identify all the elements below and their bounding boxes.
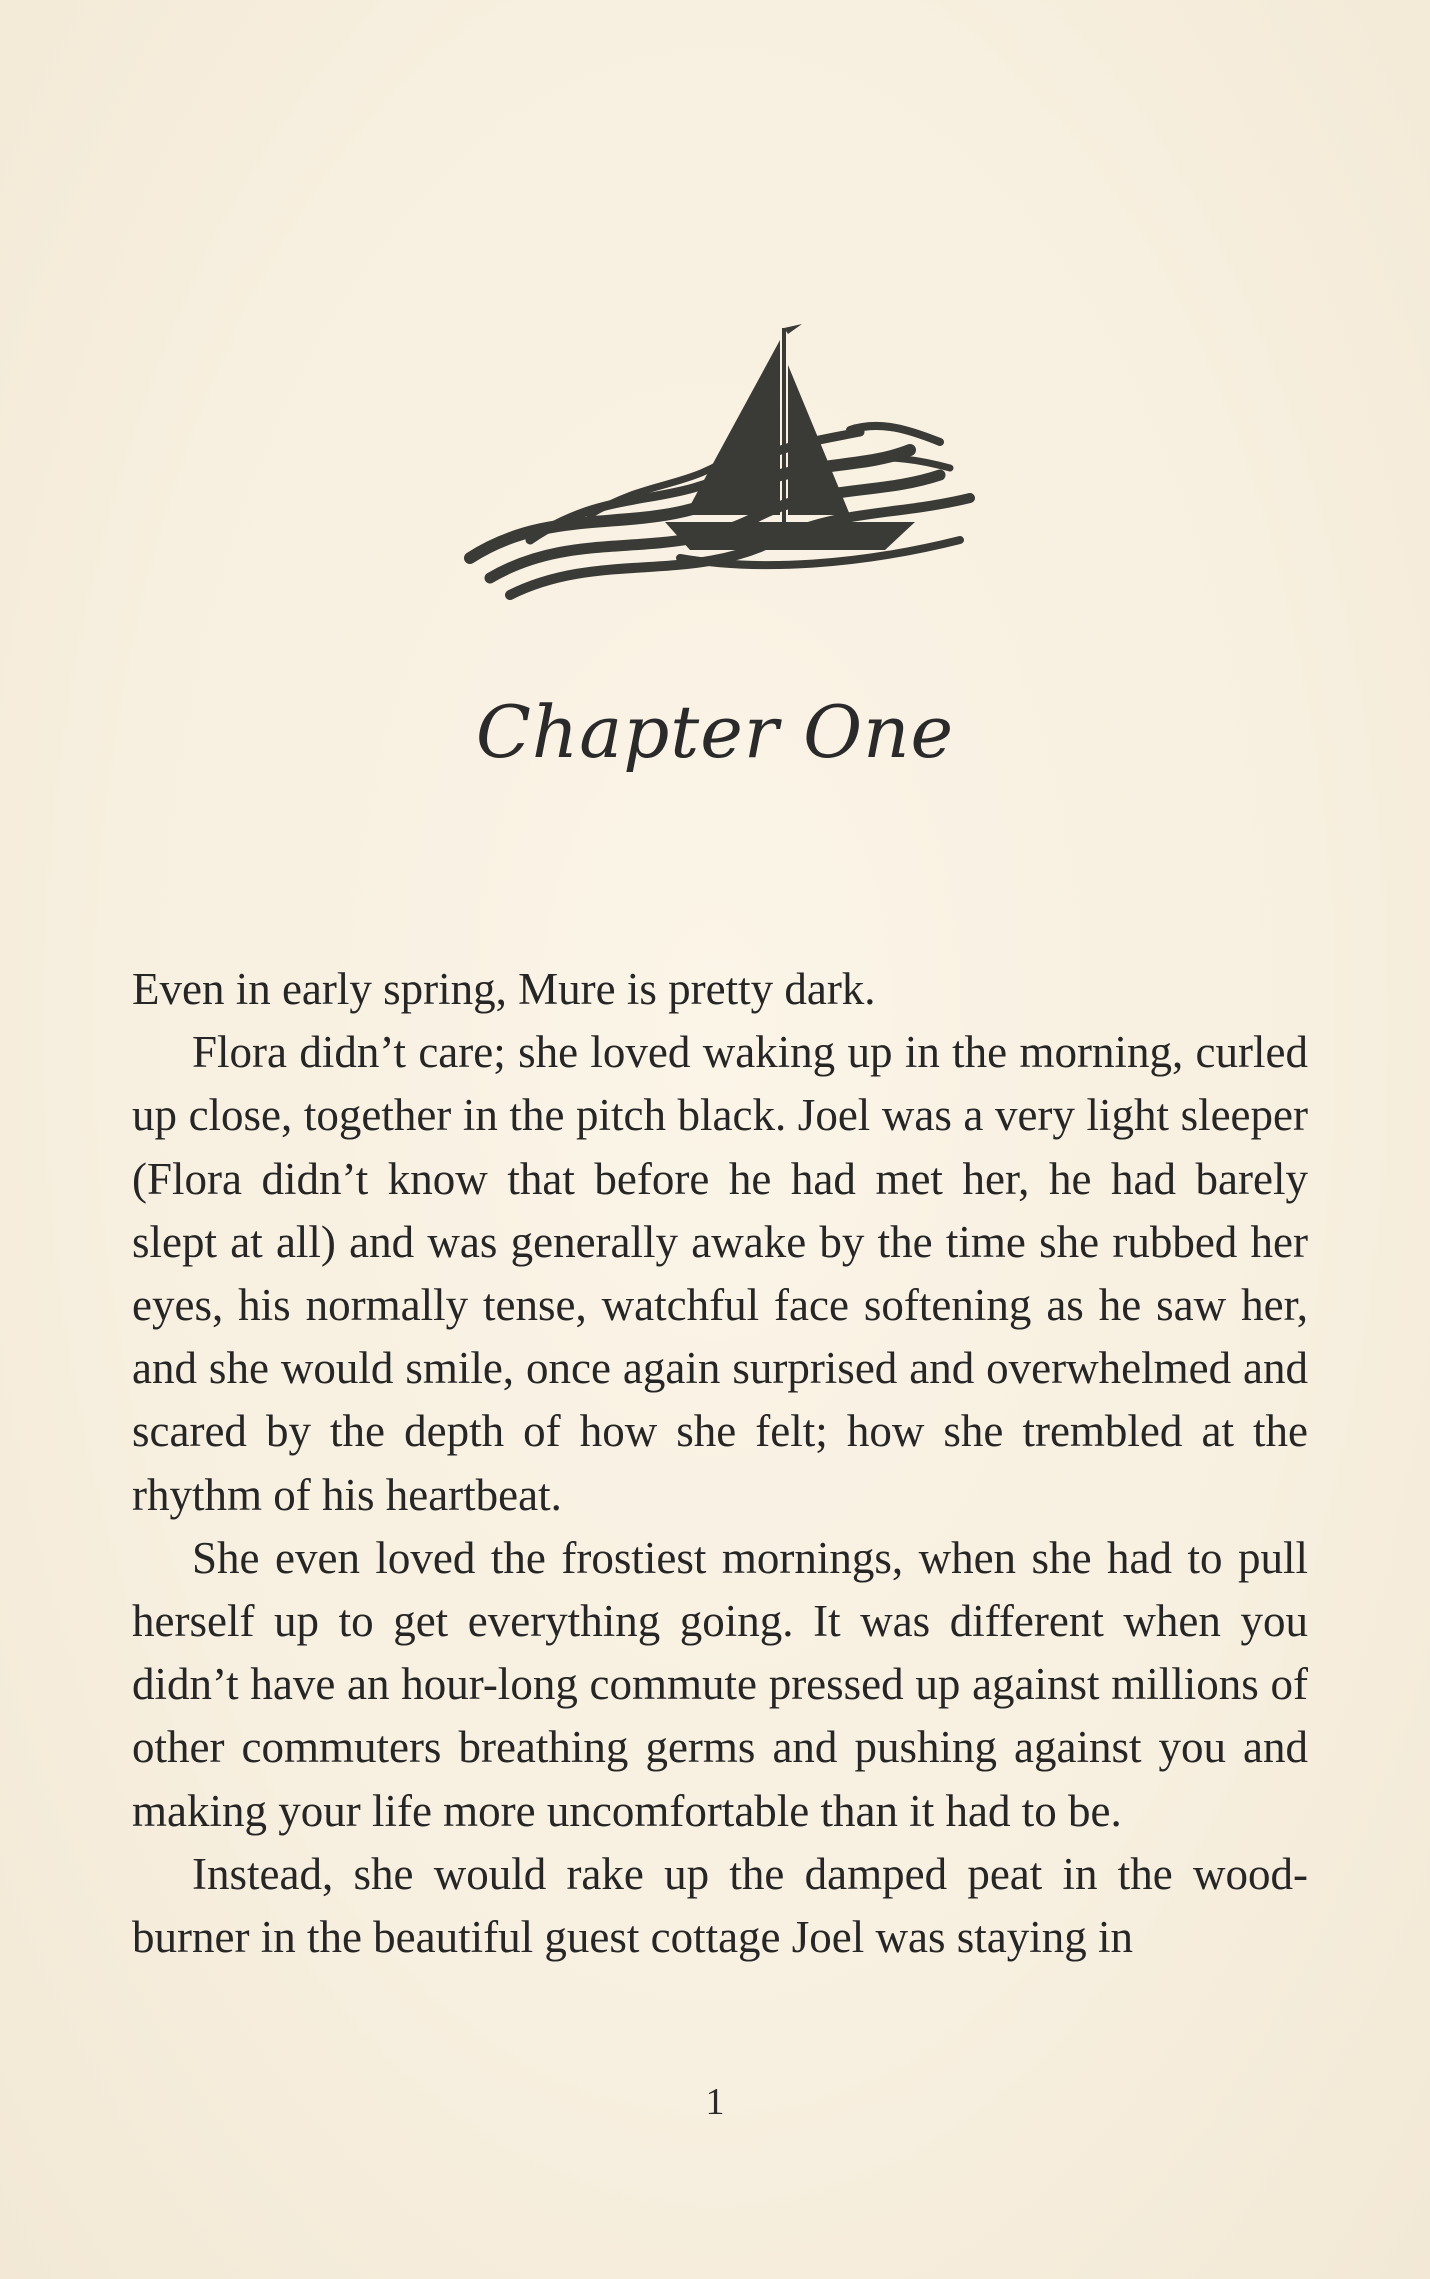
chapter-body [132, 958, 1308, 1969]
paragraph-1: Even in early spring, Mure is pretty dark. [132, 964, 876, 1014]
page-number: 1 [705, 2081, 725, 2123]
paragraph-2: Flora didn’t care; she loved waking up in the morning, curled up close, together in the pitch black. Joel was a very light sleeper (Flora didn’t know that before he had met her, he had barely slept at all) and was generally awake by the time she rubbed her eyes, his normally tense, watchful face softening as he saw her, and she would smile, once again surprised and overwhelmed and scared by the depth of how she felt; how she trembled at the rhythm of his heartbeat. [132, 1027, 1308, 1520]
chapter-title: Chapter One [475, 690, 955, 774]
paragraph-4: Instead, she would rake up the damped peat in the wood-burner in the beautiful guest cottage Joel was staying in [132, 1848, 1308, 1963]
sailboat-on-waves-icon [440, 310, 1000, 600]
paragraph-3: She even loved the frostiest mornings, when she had to pull herself up to get everything going. It was different when you didn’t have an hour-long commute pressed up against millions of other commuters breathing germs and pushing against you and making your life more uncomfortable than it had to be. [132, 1532, 1308, 1836]
